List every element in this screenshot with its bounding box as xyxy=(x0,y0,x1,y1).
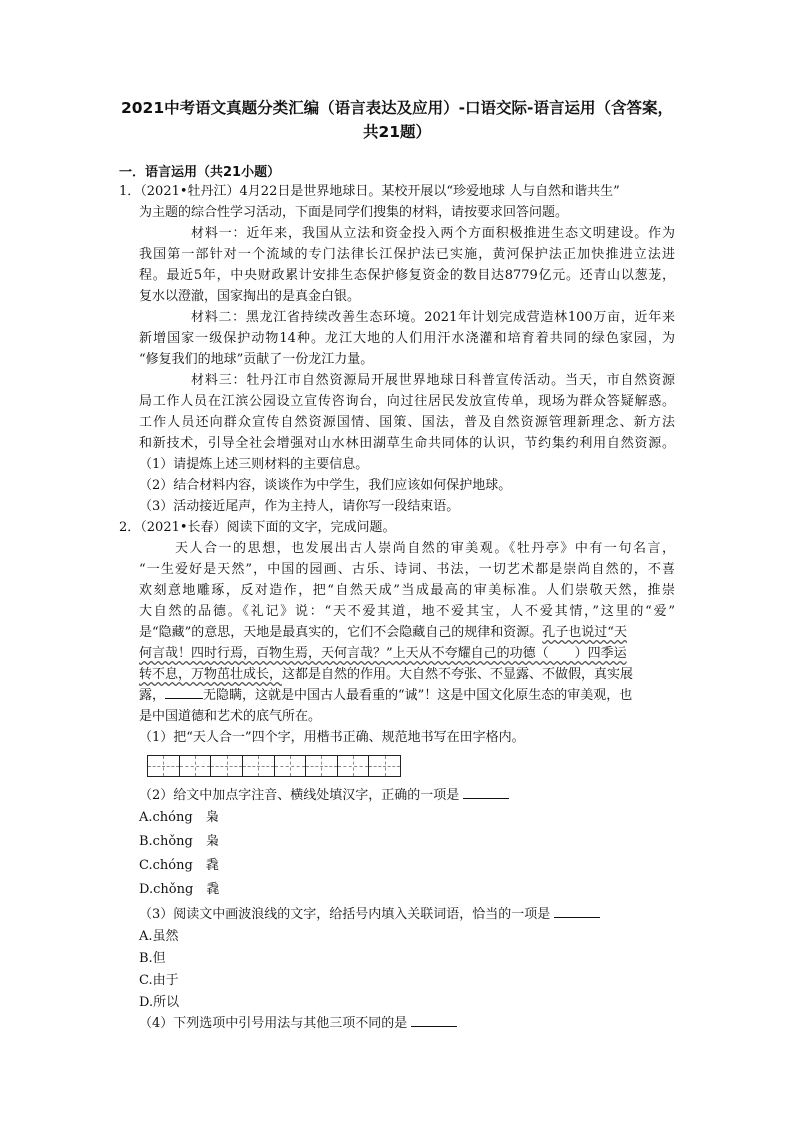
grid-cell[interactable] xyxy=(338,756,370,776)
q2-passage-line-2: “一生爱好是天然”，中国的园画、古乐、诗词、书法，一切艺术都是崇尚自然的，不喜 xyxy=(139,562,675,577)
document-title xyxy=(95,96,699,144)
q2-option-3a: A.虽然 xyxy=(139,929,179,944)
title-line-1: 2021中考语文真题分类汇编（语言表达及应用）-口语交际-语言运用（含答案， xyxy=(120,99,673,117)
q1-material-1-line-4: 复水以澄澈，国家掏出的是真金白银。 xyxy=(139,289,361,304)
q1-material-1-line-3: 程。最近5年，中央财政累计安排生态保护修复资金的数目达8779亿元。还青山以葱茏， xyxy=(139,268,675,283)
title-line-2: 共21题） xyxy=(362,123,432,141)
q2-passage-line-9: 是中国道德和艺术的底气所在。 xyxy=(139,709,322,724)
q1-material-2-line-1: 材料二：黑龙江省持续改善生态环境。2021年计划完成营造林100万亩，近年来 xyxy=(191,310,675,325)
q2-subquestion-3-text: （3）阅读文中画波浪线的文字，给括号内填入关联词语，恰当的一项是 xyxy=(139,907,551,922)
q2-option-3b: B.但 xyxy=(139,951,166,966)
q2-passage-line-5-text: 是“隐藏”的意思，天地是最真实的，它们不会隐藏自己的规律和资源。 xyxy=(139,625,543,640)
q2-passage-line-8-start: 露， xyxy=(139,688,166,703)
q1-material-1-line-1: 材料一：近年来，我国从立法和资金投入两个方面积极推进生态文明建设。作为 xyxy=(191,226,675,241)
q1-stem-line-1: 1．（2021•牡丹江）4月22日是世界地球日。某校开展以“珍爱地球 人与自然和谐共生” xyxy=(119,184,620,199)
q2-fill-blank[interactable] xyxy=(165,686,203,699)
q2-passage-line-8-text: 无隐瞒，这就是中国古人最看重的“诚”！这是中国文化原生态的审美观，也 xyxy=(203,688,633,703)
q2-passage-line-5 xyxy=(139,623,627,643)
answer-blank-2[interactable] xyxy=(463,786,509,799)
q2-wavy-text-start: 孔子也说过“天 xyxy=(542,625,627,640)
q2-subquestion-4-text: （4）下列选项中引号用法与其他三项不同的是 xyxy=(139,1016,408,1031)
q2-option-2b: B.chǒng 枭 xyxy=(139,834,219,849)
q2-passage-line-7 xyxy=(139,665,633,685)
q2-option-3d: D.所以 xyxy=(139,995,180,1010)
q2-stem: 2．（2021•长春）阅读下面的文字，完成问题。 xyxy=(119,520,396,535)
q2-subquestion-3 xyxy=(139,905,600,925)
q2-wavy-text-middle: 何言哉！四时行焉，百物生焉，天何言哉？”上天从不夸耀自己的功德（ ）四季运 xyxy=(139,646,627,661)
q2-subquestion-2-text: （2）给文中加点字注音、横线处填汉字，正确的一项是 xyxy=(139,788,460,803)
tian-zi-grid[interactable] xyxy=(147,755,401,777)
q1-material-3-line-3: 工作人员还向群众宣传自然资源国情、国策、国法，普及自然资源管理新理念、新方法 xyxy=(139,415,675,430)
q2-passage-line-1: 天人合一的思想，也发展出古人崇尚自然的审美观。《牡丹亭》中有一句名言， xyxy=(175,541,675,556)
q2-wavy-text-end: 转不息，万物茁壮成长， xyxy=(139,667,283,682)
answer-blank-3[interactable] xyxy=(554,905,600,918)
q2-option-2a: A.chóng 枭 xyxy=(139,810,219,825)
q1-material-2-line-3: “修复我们的地球”贡献了一份龙江力量。 xyxy=(139,352,374,367)
q2-subquestion-1: （1）把“天人合一”四个字，用楷书正确、规范地书写在田字格内。 xyxy=(139,730,525,745)
q2-option-2d: D.chǒng 毳 xyxy=(139,882,220,897)
q1-material-3-line-1: 材料三：牡丹江市自然资源局开展世界地球日科普宣传活动。当天，市自然资源 xyxy=(191,373,675,388)
q2-passage-line-3: 欢刻意地雕琢，反对造作，把“自然天成”当成最高的审美标准。人们崇敬天然，推崇 xyxy=(139,583,675,598)
q2-passage-line-7-text: 这都是自然的作用。大自然不夸张、不显露、不做假，真实展 xyxy=(282,667,634,682)
answer-blank-4[interactable] xyxy=(411,1014,457,1027)
grid-cell[interactable] xyxy=(306,756,338,776)
q1-material-2-line-2: 新增国家一级保护动物14种。龙江大地的人们用汗水浇灌和培育着共同的绿色家园，为 xyxy=(139,331,675,346)
q1-material-3-line-2: 局工作人员在江滨公园设立宣传咨询台，向过往居民发放宣传单，现场为群众答疑解惑。 xyxy=(139,394,675,409)
q1-subquestion-2: （2）结合材料内容，谈谈作为中学生，我们应该如何保护地球。 xyxy=(139,478,512,493)
q2-passage-line-6 xyxy=(139,644,627,664)
grid-cell[interactable] xyxy=(211,756,243,776)
grid-cell[interactable] xyxy=(148,756,180,776)
grid-cell[interactable] xyxy=(369,756,400,776)
q1-material-1-line-2: 我国第一部针对一个流域的专门法律长江保护法已实施，黄河保护法正加快推进立法进 xyxy=(139,247,675,262)
q1-subquestion-3: （3）活动接近尾声，作为主持人，请你写一段结束语。 xyxy=(139,499,460,514)
q1-material-3-line-4: 和新技术，引导全社会增强对山水林田湖草生命共同体的认识，节约集约利用自然资源。 xyxy=(139,436,675,451)
q2-subquestion-2 xyxy=(139,786,509,806)
q1-stem-line-2: 为主题的综合性学习活动，下面是同学们搜集的材料，请按要求回答问题。 xyxy=(139,205,569,220)
q2-passage-line-8 xyxy=(139,686,632,706)
q2-passage-line-4: 大自然的品德。《礼记》说：“天不爱其道，地不爱其宝，人不爱其情，”这里的“爱” xyxy=(139,604,675,619)
q1-subquestion-1: （1）请提炼上述三则材料的主要信息。 xyxy=(139,457,369,472)
section-heading: 一．语言运用（共21小题） xyxy=(119,165,281,180)
q2-option-2c: C.chóng 毳 xyxy=(139,858,219,873)
grid-cell[interactable] xyxy=(275,756,307,776)
grid-cell[interactable] xyxy=(243,756,275,776)
q2-option-3c: C.由于 xyxy=(139,973,179,988)
q2-subquestion-4 xyxy=(139,1014,457,1034)
grid-cell[interactable] xyxy=(180,756,212,776)
